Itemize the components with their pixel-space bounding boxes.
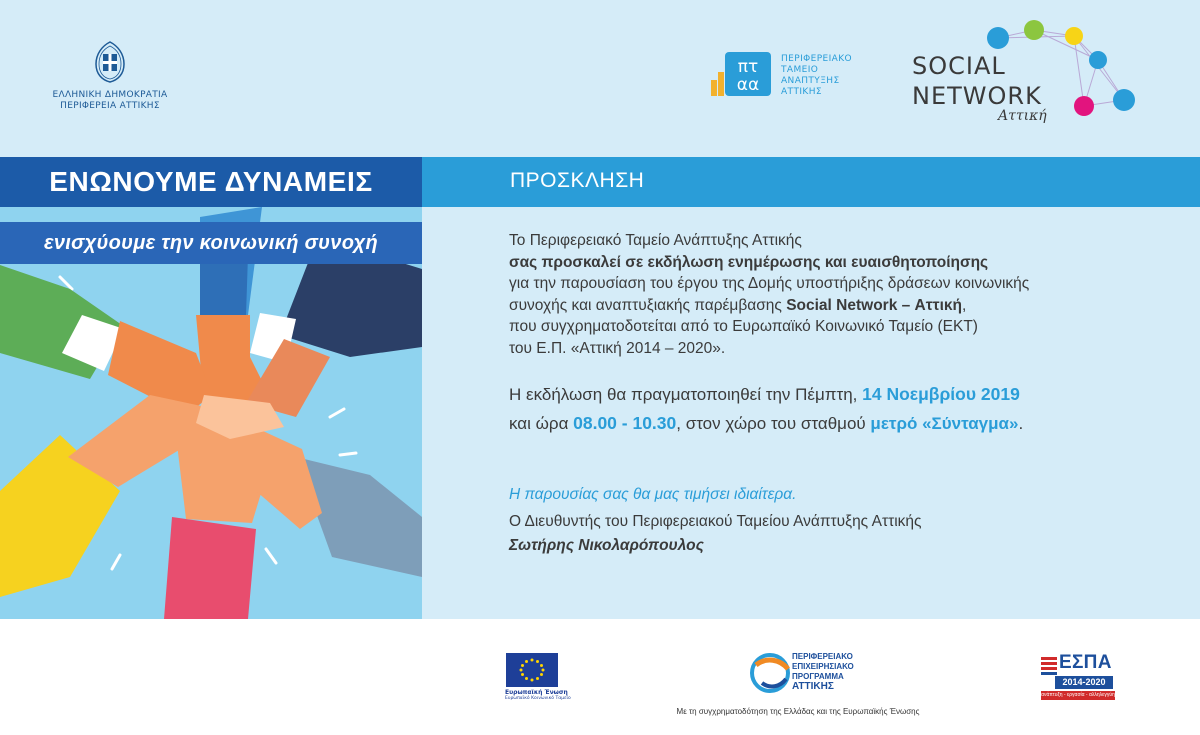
invite-line-3: για την παρουσίαση του έργου της Δομής υποστήριξης δράσεων κοινωνικής <box>509 275 1030 292</box>
hero-subtitle: ενισχύουμε την κοινωνική συνοχή <box>0 222 422 264</box>
invite-line-6: του Ε.Π. «Αττική 2014 – 2020». <box>509 339 726 357</box>
event-date-line <box>509 380 1189 409</box>
event-date-prefix: Η εκδήλωση θα πραγματοποιηθεί την Πέμπτη, <box>509 385 863 404</box>
invite-line-5: που συγχρηματοδοτείται από το Ευρωπαϊκό Κοινωνικό Ταμείο (ΕΚΤ) <box>509 318 978 335</box>
ptaa-logo <box>709 48 869 100</box>
ptaa-mark-bottom: αα <box>736 75 760 95</box>
pep-line-4: ΑΤΤΙΚΗΣ <box>792 681 834 692</box>
event-date: 14 Νοεμβρίου 2019 <box>862 384 1020 404</box>
event-time-line <box>509 409 1189 438</box>
social-network-logo <box>906 18 1156 130</box>
pep-swirl-icon <box>748 649 792 695</box>
event-place-suffix: . <box>1018 414 1024 433</box>
invite-line-4-comma: , <box>962 296 967 314</box>
pep-attikis-logo <box>748 649 908 699</box>
event-time-prefix: και ώρα <box>509 414 574 433</box>
gov-line-2: ΠΕΡΙΦΕΡΕΙΑ ΑΤΤΙΚΗΣ <box>60 101 160 111</box>
eu-flag-icon <box>506 653 558 687</box>
invite-line-2: σας προσκαλεί σε εκδήλωση ενημέρωσης και ευαισθητοποίησης <box>509 253 989 271</box>
header <box>0 0 1200 157</box>
invite-line-4 <box>509 295 1189 317</box>
eu-line-1: Ευρωπαϊκή Ένωση <box>505 689 568 696</box>
ptaa-text <box>781 54 852 98</box>
cofunding-note: Με τη συγχρηματοδότηση της Ελλάδας και της Ευρωπαϊκής Ένωσης <box>676 707 920 716</box>
honor-line: Η παρουσίας σας θα μας τιμήσει ιδιαίτερα. <box>509 486 797 503</box>
invitation-panel <box>422 157 1200 619</box>
espa-motto: ανάπτυξη - εργασία - αλληλεγγύη <box>1041 692 1115 698</box>
ptaa-line-1: ΠΕΡΙΦΕΡΕΙΑΚΟ <box>781 54 853 64</box>
pep-text <box>792 652 854 692</box>
invite-line-4-text: συνοχής και αναπτυξιακής παρέμβασης <box>509 296 787 314</box>
ptaa-line-4: ΑΤΤΙΚΗΣ <box>781 87 822 97</box>
invitation-body <box>509 230 1189 558</box>
network-word: NETWORK <box>912 82 1042 110</box>
espa-flag-icon <box>1041 655 1059 677</box>
program-name: Social Network – Αττική <box>786 296 963 314</box>
eu-logo <box>505 653 571 701</box>
pep-line-2: ΕΠΙΧΕΙΡΗΣΙΑΚΟ <box>792 662 854 671</box>
event-place: μετρό «Σύνταγμα» <box>870 414 1019 433</box>
invitation-heading-band <box>422 157 1200 207</box>
espa-logo <box>1041 653 1115 703</box>
event-time: 08.00 - 10.30 <box>573 413 677 433</box>
coat-of-arms-icon <box>92 40 128 84</box>
footer <box>0 619 1200 735</box>
ptaa-mark-icon <box>709 48 777 100</box>
eu-line-2: Ευρωπαϊκό Κοινωνικό Ταμείο <box>505 696 571 701</box>
espa-word: ΕΣΠΑ <box>1059 652 1112 673</box>
pep-line-3: ΠΡΟΓΡΑΜΜΑ <box>792 672 844 681</box>
ptaa-line-2: ΤΑΜΕΙΟ <box>781 65 819 75</box>
invitation-heading: ΠΡΟΣΚΛΗΣΗ <box>510 169 645 192</box>
signer-name: Σωτήρης Νικολαρόπουλος <box>509 537 704 554</box>
gov-line-1: ΕΛΛΗΝΙΚΗ ΔΗΜΟΚΡΑΤΙΑ <box>52 90 168 100</box>
pep-line-1: ΠΕΡΙΦΕΡΕΙΑΚΟ <box>792 652 853 661</box>
event-place-prefix: , στον χώρο του σταθμού <box>676 414 871 433</box>
attiki-word: Αττική <box>998 108 1047 124</box>
social-word: SOCIAL <box>912 52 1006 80</box>
hero-title: ΕΝΩΝΟΥΜΕ ΔΥΝΑΜΕΙΣ <box>0 157 422 207</box>
ptaa-mark-top: πτ <box>737 57 759 77</box>
greek-republic-logo <box>40 40 180 112</box>
invite-line-1: Το Περιφερειακό Ταμείο Ανάπτυξης Αττικής <box>509 232 802 249</box>
ptaa-line-3: ΑΝΑΠΤΥΞΗΣ <box>781 76 840 86</box>
espa-years: 2014-2020 <box>1055 676 1113 689</box>
director-line: Ο Διευθυντής του Περιφερειακού Ταμείου Ανάπτυξης Αττικής <box>509 513 922 530</box>
